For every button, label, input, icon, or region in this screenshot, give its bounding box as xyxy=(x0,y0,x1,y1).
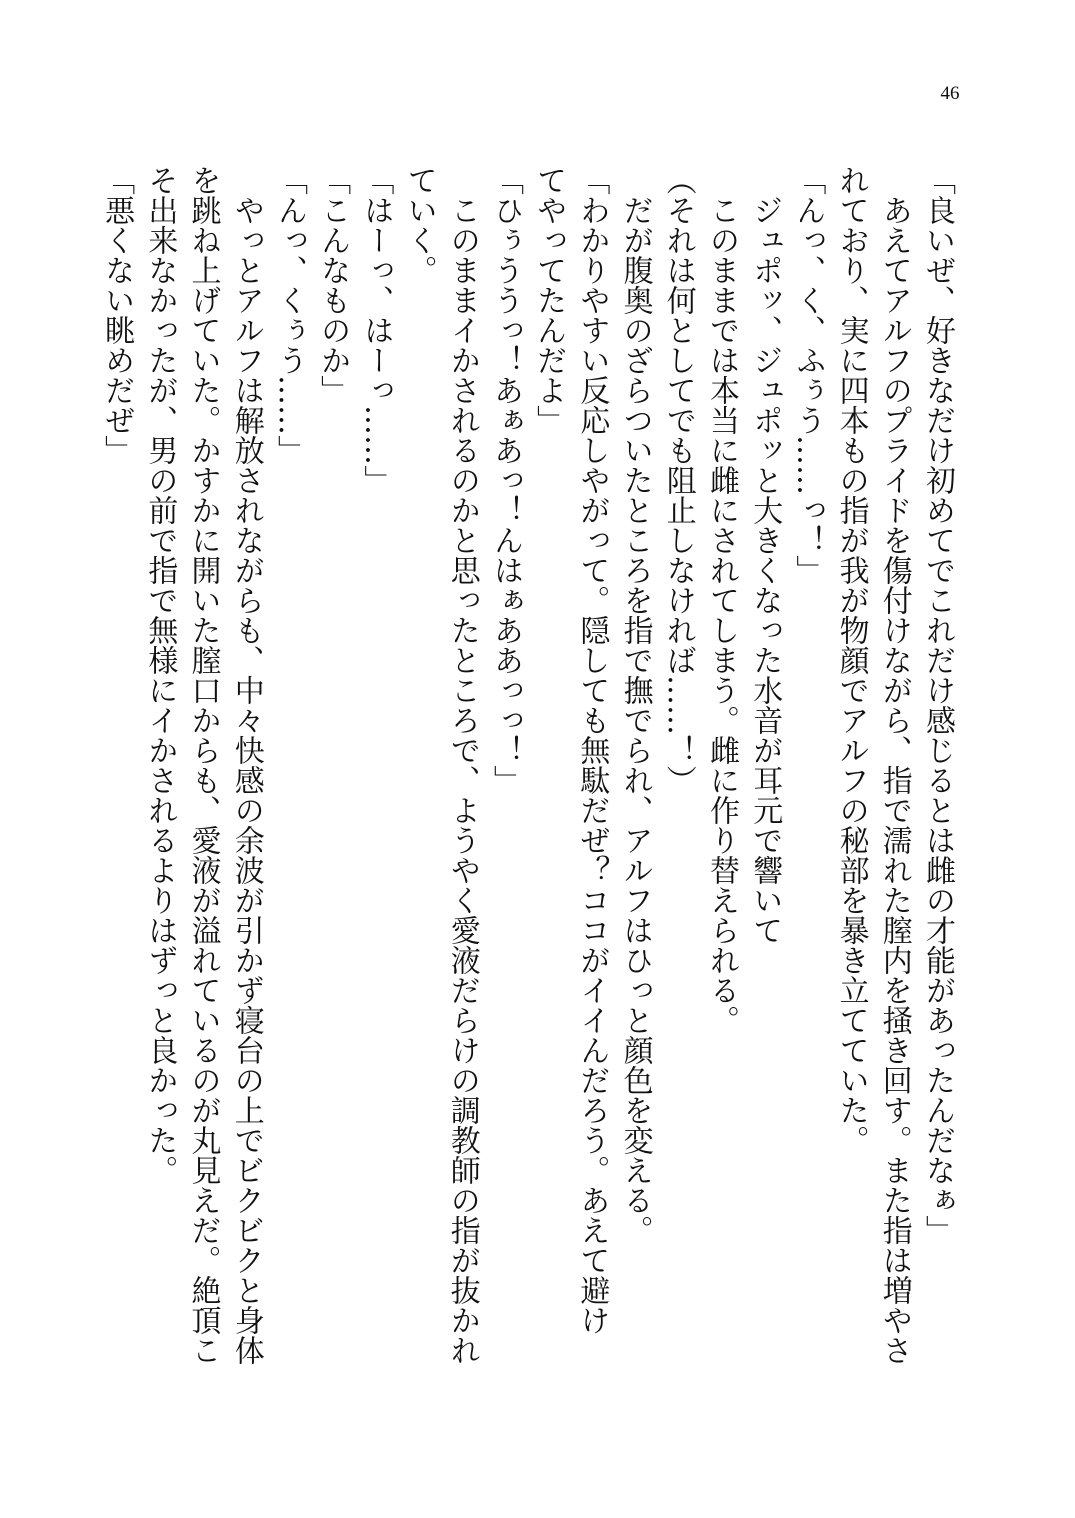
text-line: 「んっ、く、ふぅう……っ！」 xyxy=(790,165,826,585)
text-line: このままイかされるのかと思ったところで、ようやく愛液だらけの調教師の指が抜かれ xyxy=(444,165,480,1365)
text-line: このままでは本当に雌にされてしまう。雌に作り替えられる。 xyxy=(703,165,739,1035)
text-line: やっとアルフは解放されながらも、中々快感の余波が引かず寝台の上でビクビクと身体 xyxy=(228,165,264,1365)
text-line: れており、実に四本もの指が我が物顔でアルフの秘部を暴き立てていた。 xyxy=(833,165,869,1155)
text-line: ていく。 xyxy=(401,165,437,285)
text-line: 「こんなものか」 xyxy=(315,165,351,405)
text-line: （それは何としてでも阻止しなければ……！） xyxy=(660,165,696,795)
novel-text-column xyxy=(99,165,959,1365)
text-line: 「ひぅううっ！あぁあっ！んはぁああっっ！」 xyxy=(487,165,523,795)
page-number: 46 xyxy=(940,83,960,104)
text-line: あえてアルフのプライドを傷付けながら、指で濡れた膣内を掻き回す。また指は増やさ xyxy=(876,165,912,1365)
text-line: そ出来なかったが、男の前で指で無様にイかされるよりはずっと良かった。 xyxy=(142,165,178,1185)
text-line: を跳ね上げていた。かすかに開いた膣口からも、愛液が溢れているのが丸見えだ。絶頂こ xyxy=(185,165,221,1365)
text-line: てやってたんだよ」 xyxy=(531,165,567,435)
text-line: 「はーっ、はーっ……」 xyxy=(358,165,394,495)
text-line: 「良いぜ、好きなだけ初めてでこれだけ感じるとは雌の才能があったんだなぁ」 xyxy=(920,165,955,1245)
text-line: 「わかりやすい反応しやがって。隠しても無駄だぜ？ココがイイんだろう。あえて避け xyxy=(574,165,610,1335)
text-line: 「悪くない眺めだぜ」 xyxy=(99,165,135,465)
text-line: だが腹奥のざらついたところを指で撫でられ、アルフはひっと顔色を変える。 xyxy=(617,165,653,1245)
text-line: ジュポッ、ジュポッと大きくなった水音が耳元で響いて xyxy=(747,165,783,945)
text-line: 「んっ、くぅう……」 xyxy=(271,165,307,465)
